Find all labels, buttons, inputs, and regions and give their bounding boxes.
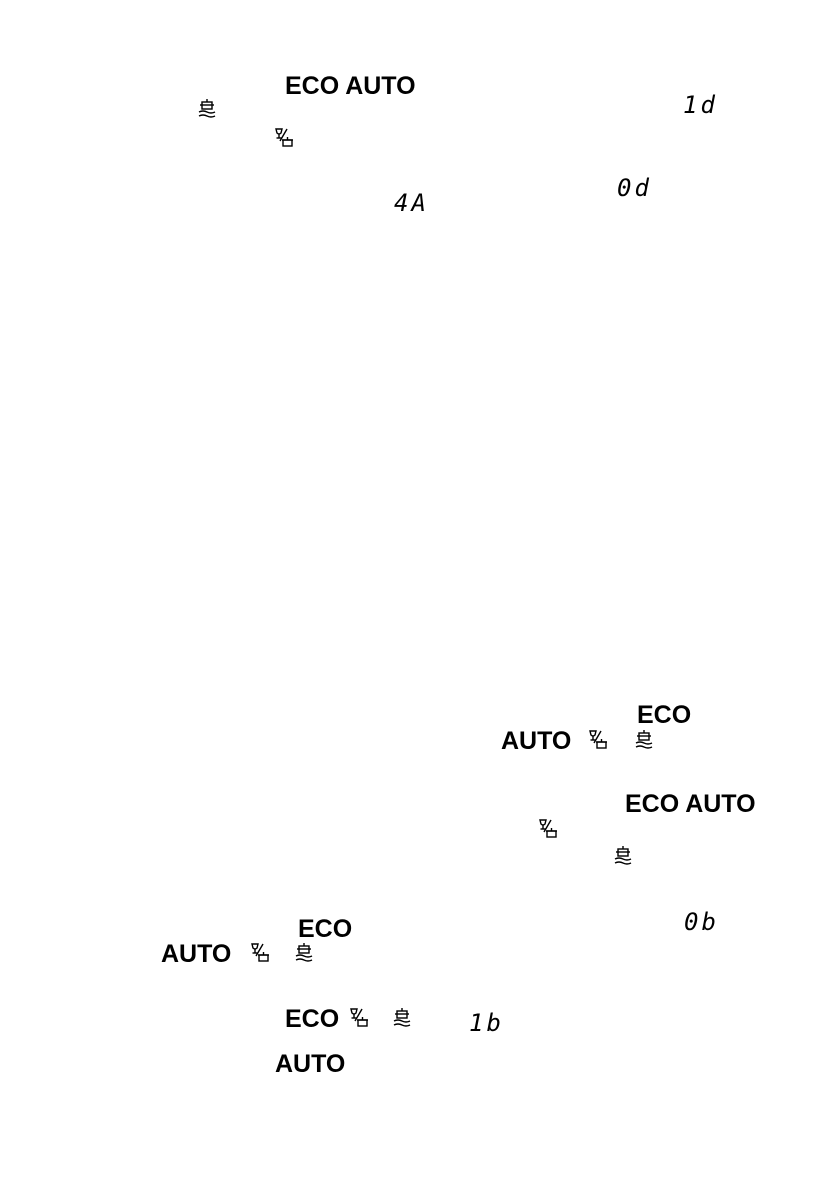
glass-and-plate-icon: [588, 729, 608, 751]
glass-and-plate-icon: [538, 818, 558, 840]
eco-label: ECO: [637, 701, 692, 729]
display-code-1d: 1d: [683, 91, 718, 119]
display-code-1b: 1b: [469, 1009, 504, 1037]
pot-with-steam-icon: [197, 98, 217, 120]
glass-and-plate-icon: [349, 1007, 369, 1029]
display-code-0b: 0b: [684, 908, 719, 936]
pot-with-steam-icon: [392, 1007, 412, 1029]
eco-label: ECO: [285, 1005, 340, 1033]
display-code-0d: 0d: [617, 174, 652, 202]
auto-label: AUTO: [161, 940, 232, 968]
auto-label: AUTO: [501, 727, 572, 755]
pot-with-steam-icon: [634, 729, 654, 751]
pot-with-steam-icon: [294, 942, 314, 964]
auto-label: AUTO: [275, 1050, 346, 1078]
pot-with-steam-icon: [613, 845, 633, 867]
eco-label: ECO: [298, 915, 353, 943]
glass-and-plate-icon: [250, 942, 270, 964]
eco-auto-label: ECO AUTO: [625, 790, 756, 818]
display-code-4a: 4A: [394, 189, 429, 217]
glass-and-plate-icon: [274, 127, 294, 149]
eco-auto-label: ECO AUTO: [285, 72, 416, 100]
